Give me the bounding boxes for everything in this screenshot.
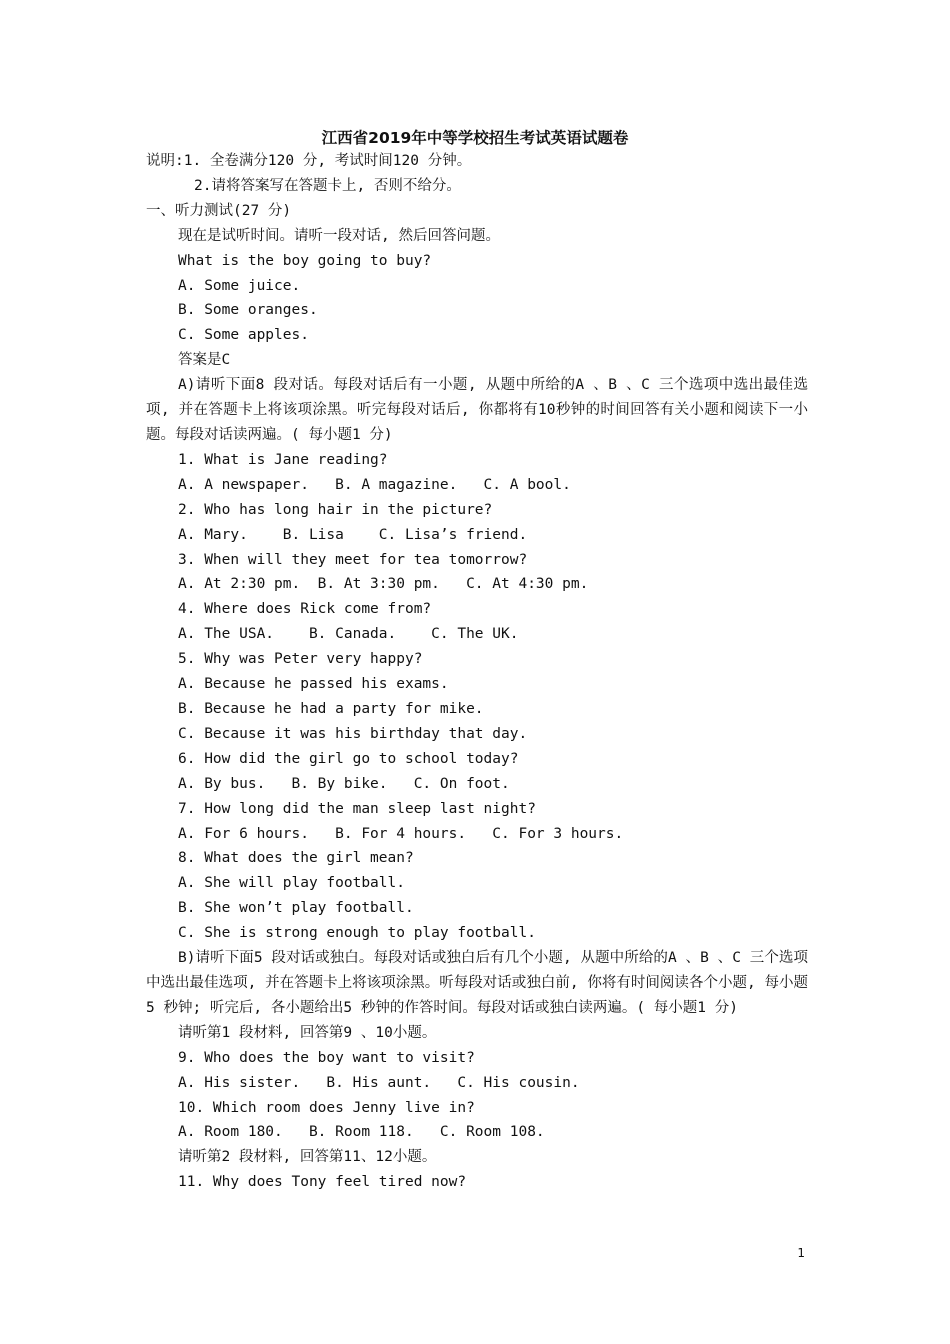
question-line: 7. How long did the man sleep last night? — [178, 800, 536, 817]
sample-option: A. Some juice. — [178, 277, 301, 294]
question-line: 8. What does the girl mean? — [178, 850, 414, 867]
option-line: C. Because it was his birthday that day. — [178, 725, 528, 742]
question-line: 10. Which room does Jenny live in? — [178, 1099, 475, 1116]
page-number: 1 — [797, 1246, 805, 1260]
sample-answer: 答案是C — [178, 352, 231, 369]
question-line: 5. Why was Peter very happy? — [178, 651, 423, 668]
part-a-instructions: A)请听下面8 段对话。每段对话后有一小题, 从题中所给的A 、B 、C 三个选项中选出最佳选项, 并在答题卡上将该项涂黑。听完每段对话后, 你都将有10秒钟的时间回答有关小题和阅读下一小题。每段对话读两遍。( 每小题1 分) — [146, 377, 808, 443]
option-line: B. She won’t play football. — [178, 900, 414, 917]
question-line: 9. Who does the boy want to visit? — [178, 1049, 475, 1066]
section-heading: 一、听力测试(27 分) — [146, 202, 292, 219]
sample-question: What is the boy going to buy? — [178, 252, 432, 269]
options-line: A. For 6 hours. B. For 4 hours. C. For 3 hours. — [178, 825, 624, 842]
part-b-questions — [146, 1021, 808, 1195]
sample-option: C. Some apples. — [178, 327, 309, 344]
option-line: C. She is strong enough to play football. — [178, 925, 536, 942]
options-line: A. Mary. B. Lisa C. Lisa’s friend. — [178, 526, 528, 543]
option-line: B. Because he had a party for mike. — [178, 700, 484, 717]
question-line: 11. Why does Tony feel tired now? — [178, 1174, 467, 1191]
options-line: A. At 2:30 pm. B. At 3:30 pm. C. At 4:30 pm. — [178, 576, 589, 593]
option-line: A. Because he passed his exams. — [178, 676, 449, 693]
option-line: A. She will play football. — [178, 875, 405, 892]
instruction-line: 2.请将答案写在答题卡上, 否则不给分。 — [194, 177, 461, 194]
question-line: 3. When will they meet for tea tomorrow? — [178, 551, 528, 568]
part-b-instructions: B)请听下面5 段对话或独白。每段对话或独白后有几个小题, 从题中所给的A 、B 、C 三个选项中选出最佳选项, 并在答题卡上将该项涂黑。听每段对话或独白前, 你将有时间阅读各个小题, 每小题5 秒钟; 听完后, 各小题给出5 秒钟的作答时间。每段对话或独白读两遍。( 每小题1 分) — [146, 950, 808, 1016]
material-heading: 请听第1 段材料, 回答第9 、10小题。 — [178, 1024, 437, 1041]
options-line: A. Room 180. B. Room 118. C. Room 108. — [178, 1124, 545, 1141]
question-line: 4. Where does Rick come from? — [178, 601, 432, 618]
options-line: A. His sister. B. His aunt. C. His cousin. — [178, 1074, 580, 1091]
instruction-line: 说明:1. 全卷满分120 分, 考试时间120 分钟。 — [146, 153, 472, 169]
question-line: 6. How did the girl go to school today? — [178, 750, 519, 767]
material-heading: 请听第2 段材料, 回答第11、12小题。 — [178, 1149, 437, 1166]
document-body — [146, 149, 808, 1195]
options-line: A. By bus. B. By bike. C. On foot. — [178, 775, 510, 792]
options-line: A. A newspaper. B. A magazine. C. A bool. — [178, 476, 571, 493]
sample-intro: 现在是试听时间。请听一段对话, 然后回答问题。 — [178, 227, 500, 244]
part-a-questions — [146, 448, 808, 946]
question-line: 2. Who has long hair in the picture? — [178, 501, 493, 518]
page-title: 江西省2019年中等学校招生考试英语试题卷 — [321, 129, 629, 147]
question-line: 1. What is Jane reading? — [178, 451, 388, 468]
sample-option: B. Some oranges. — [178, 302, 318, 319]
options-line: A. The USA. B. Canada. C. The UK. — [178, 626, 519, 643]
